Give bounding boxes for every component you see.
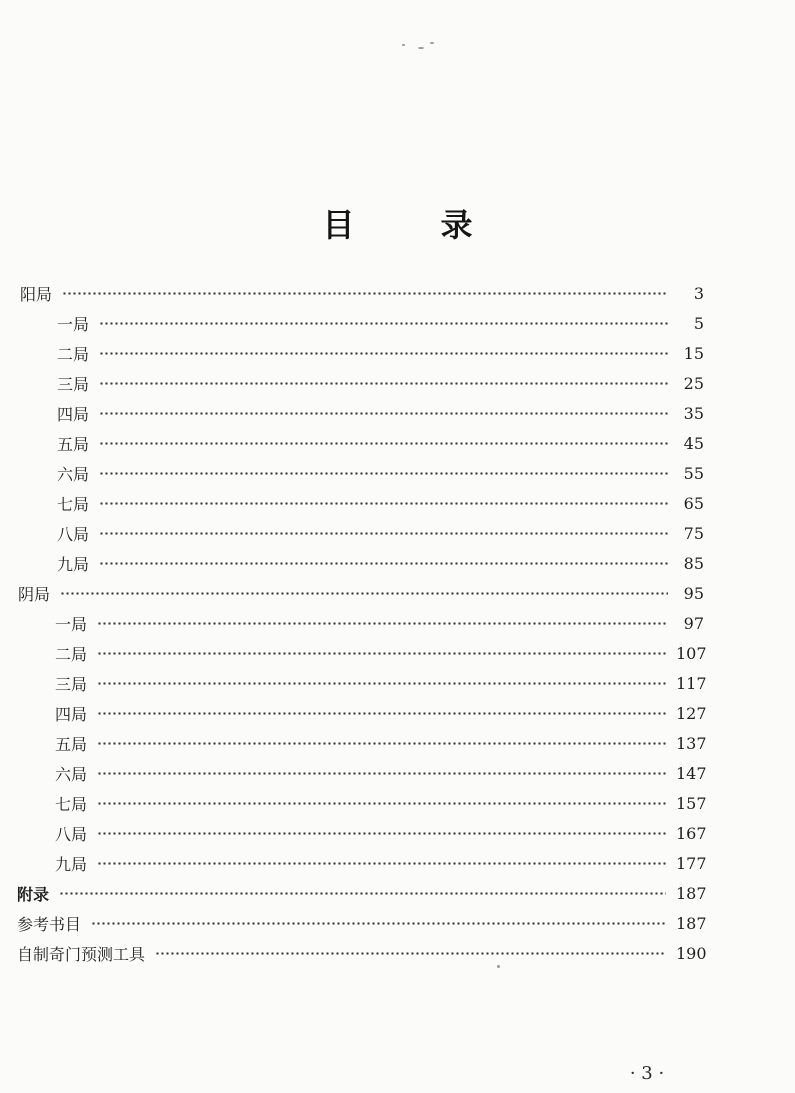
toc-entry-label: 五局 xyxy=(57,434,90,454)
toc-entry-yin-8[interactable] xyxy=(55,820,707,846)
toc-entry-page: 97 xyxy=(683,613,704,633)
toc-entry-page: 137 xyxy=(676,733,707,753)
dot-leader xyxy=(97,862,666,865)
toc-entry-label: 二局 xyxy=(55,644,88,664)
dot-leader xyxy=(97,652,666,655)
toc-entry-page: 107 xyxy=(676,643,707,663)
page-number: · 3 · xyxy=(629,1063,665,1084)
toc-entry-yang-1[interactable] xyxy=(57,310,704,336)
dot-leader xyxy=(97,772,666,775)
toc-entry-yin-3[interactable] xyxy=(55,670,707,696)
toc-entry-tools[interactable] xyxy=(17,940,707,966)
toc-entry-page: 187 xyxy=(676,883,707,903)
toc-entry-label: 九局 xyxy=(55,854,88,874)
dot-leader xyxy=(99,472,668,475)
dot-leader xyxy=(99,502,668,505)
toc-entry-label: 七局 xyxy=(55,794,88,814)
dot-leader xyxy=(99,352,668,355)
dot-leader xyxy=(62,292,668,295)
toc-entry-page: 55 xyxy=(683,463,704,483)
toc-entry-label: 阴局 xyxy=(18,584,51,604)
dot-leader xyxy=(99,322,668,325)
toc-entry-label: 六局 xyxy=(57,464,90,484)
toc-entry-yang-7[interactable] xyxy=(57,490,704,516)
toc-entry-label: 八局 xyxy=(57,524,90,544)
toc-entry-yang-3[interactable] xyxy=(57,370,704,396)
dot-leader xyxy=(99,442,668,445)
dot-leader xyxy=(97,742,666,745)
dot-leader xyxy=(97,712,666,715)
toc-entry-bibliography[interactable] xyxy=(17,910,707,936)
title-char-2: 录 xyxy=(440,206,473,244)
toc-entry-page: 35 xyxy=(683,403,704,423)
toc-entry-page: 5 xyxy=(693,313,704,333)
toc-entry-yin-ju[interactable] xyxy=(18,580,704,606)
dot-leader xyxy=(91,922,666,925)
toc-entry-page: 75 xyxy=(683,523,704,543)
scan-speck xyxy=(418,47,424,49)
toc-entry-page: 187 xyxy=(676,913,707,933)
toc-entry-yin-6[interactable] xyxy=(55,760,707,786)
dot-leader xyxy=(99,532,668,535)
toc-entry-label: 附录 xyxy=(17,884,50,904)
toc-entry-page: 147 xyxy=(676,763,707,783)
toc-entry-label: 自制奇门预测工具 xyxy=(17,944,146,964)
dot-leader xyxy=(155,952,666,955)
toc-entry-page: 177 xyxy=(676,853,707,873)
toc-entry-page: 157 xyxy=(676,793,707,813)
toc-entry-yang-2[interactable] xyxy=(57,340,704,366)
toc-entry-page: 117 xyxy=(676,673,707,693)
toc-entry-label: 五局 xyxy=(55,734,88,754)
toc-entry-yin-5[interactable] xyxy=(55,730,707,756)
toc-entry-label: 八局 xyxy=(55,824,88,844)
toc-entry-yin-4[interactable] xyxy=(55,700,707,726)
toc-entry-yang-9[interactable] xyxy=(57,550,704,576)
toc-entry-label: 一局 xyxy=(55,614,88,634)
toc-entry-label: 六局 xyxy=(55,764,88,784)
toc-entry-appendix[interactable] xyxy=(17,880,707,906)
toc-entry-label: 二局 xyxy=(57,344,90,364)
dot-leader xyxy=(60,592,668,595)
toc-entry-page: 65 xyxy=(683,493,704,513)
toc-entry-yang-ju[interactable] xyxy=(20,280,704,306)
toc-entry-label: 七局 xyxy=(57,494,90,514)
toc-entry-label: 四局 xyxy=(55,704,88,724)
toc-entry-yang-5[interactable] xyxy=(57,430,704,456)
toc-entry-label: 参考书目 xyxy=(17,914,82,934)
toc-entry-yin-2[interactable] xyxy=(55,640,707,666)
toc-entry-page: 15 xyxy=(683,343,704,363)
dot-leader xyxy=(97,622,668,625)
title-char-1: 目 xyxy=(322,206,355,244)
toc-entry-label: 一局 xyxy=(57,314,90,334)
toc-entry-page: 25 xyxy=(683,373,704,393)
toc-entry-yin-7[interactable] xyxy=(55,790,707,816)
dot-leader xyxy=(97,802,666,805)
toc-entry-page: 190 xyxy=(676,943,707,963)
toc-entry-page: 95 xyxy=(683,583,704,603)
dot-leader xyxy=(97,832,666,835)
dot-leader xyxy=(59,892,666,895)
toc-entry-page: 167 xyxy=(676,823,707,843)
toc-entry-yin-1[interactable] xyxy=(55,610,704,636)
toc-entry-label: 四局 xyxy=(57,404,90,424)
toc-entry-page: 45 xyxy=(683,433,704,453)
toc-entry-yang-6[interactable] xyxy=(57,460,704,486)
toc-entry-label: 三局 xyxy=(55,674,88,694)
toc-entry-yang-4[interactable] xyxy=(57,400,704,426)
toc-entry-label: 九局 xyxy=(57,554,90,574)
dot-leader xyxy=(99,412,668,415)
dot-leader xyxy=(99,382,668,385)
scan-speck xyxy=(430,42,434,44)
toc-entry-yin-9[interactable] xyxy=(55,850,707,876)
toc-entry-page: 3 xyxy=(693,283,704,303)
scan-speck xyxy=(402,44,405,46)
toc-entry-page: 127 xyxy=(676,703,707,723)
page-title xyxy=(0,200,795,246)
dot-leader xyxy=(97,682,666,685)
toc-entry-label: 阳局 xyxy=(20,284,53,304)
toc-entry-yang-8[interactable] xyxy=(57,520,704,546)
toc-entry-label: 三局 xyxy=(57,374,90,394)
toc-entry-page: 85 xyxy=(683,553,704,573)
dot-leader xyxy=(99,562,668,565)
